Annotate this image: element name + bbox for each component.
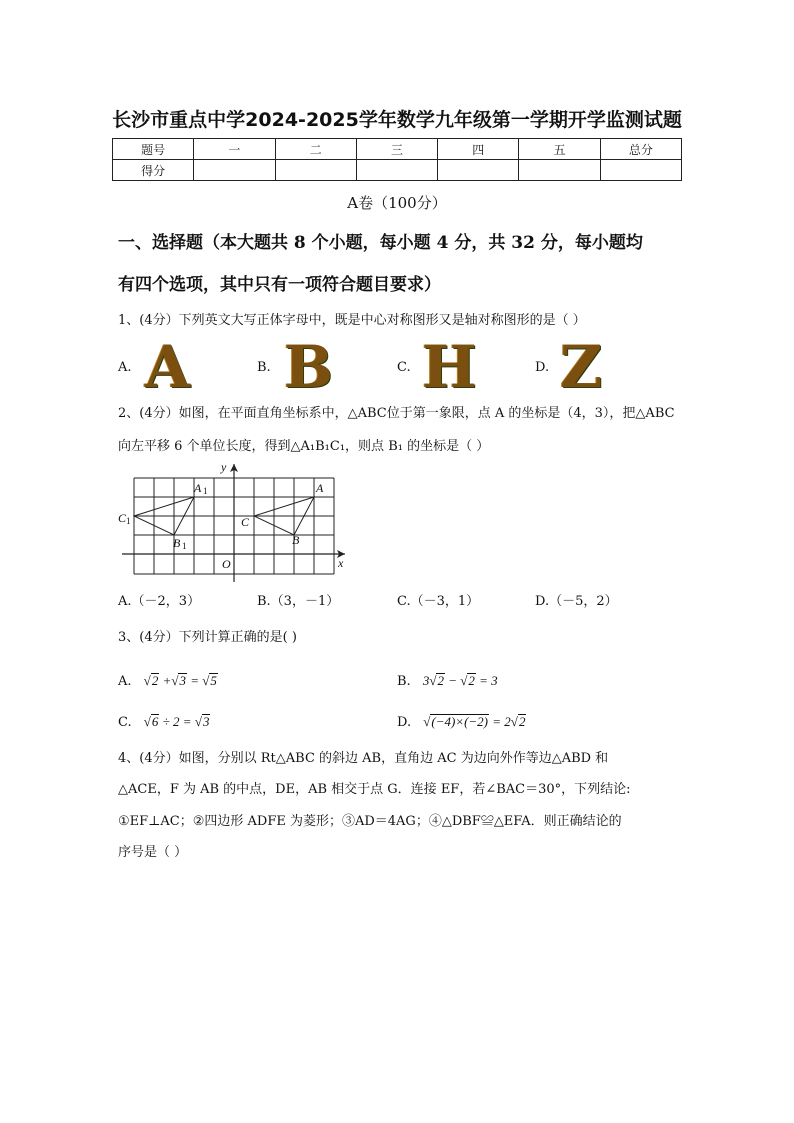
score-table-cell: 总分 <box>600 139 681 160</box>
point-a-label: A <box>316 481 324 495</box>
score-table-row-label: 得分 <box>113 160 194 181</box>
page-title: 长沙市重点中学2024-2025学年数学九年级第一学期开学监测试题 <box>112 109 682 131</box>
score-table-cell: 三 <box>356 139 437 160</box>
operator: = 3 <box>479 673 498 688</box>
score-table-cell: 一 <box>194 139 275 160</box>
q3-option-b-expression: 3√2 − √2 = 3 <box>422 673 498 688</box>
radicand: 3 <box>202 714 210 729</box>
operator: ÷ 2 = <box>162 714 192 729</box>
q1-option-b-label[interactable]: B. <box>257 360 271 375</box>
operator: + <box>162 673 172 688</box>
q4-stem-line1: 4、(4分）如图，分别以 Rt△ABC 的斜边 AB，直角边 AC 为边向外作等边△ABD 和 <box>118 751 609 766</box>
q3-option-a-expression: √2 +√3 = √5 <box>143 673 217 688</box>
score-input-cell[interactable] <box>438 160 519 181</box>
q2-option-a[interactable]: A.（－2，3） <box>118 594 201 609</box>
section-a-title: A卷（100分） <box>347 194 447 212</box>
q2-stem-line1: 2、(4分）如图，在平面直角坐标系中，△ABC位于第一象限，点 A 的坐标是（4，3），把△ABC <box>118 406 675 421</box>
radicand: 2 <box>437 673 444 688</box>
score-input-cell[interactable] <box>275 160 356 181</box>
score-table-cell: 二 <box>275 139 356 160</box>
point-a1-label: A <box>194 481 202 495</box>
section-heading-line1: 一、选择题（本大题共 8 个小题，每小题 4 分，共 32 分，每小题均 <box>118 233 643 253</box>
point-b1-label: B <box>173 536 181 550</box>
q3-option-d-expression: √(−4)×(−2) = 2√2 <box>423 714 526 729</box>
score-input-cell[interactable] <box>194 160 275 181</box>
q3-option-d-label: D. <box>397 715 412 730</box>
coefficient: 3 <box>422 673 430 688</box>
coordinate-figure <box>112 458 362 583</box>
q1-option-c-image: H <box>422 333 477 401</box>
operator: = 2 <box>492 714 511 729</box>
q3-option-a-label: A. <box>118 674 132 689</box>
radicand: 2 <box>468 673 475 688</box>
q3-option-a[interactable] <box>118 673 218 690</box>
radicand: (−4)×(−2) <box>431 714 489 729</box>
score-input-cell[interactable] <box>356 160 437 181</box>
section-heading-line2: 有四个选项，其中只有一项符合题目要求） <box>118 275 441 295</box>
q1-option-a-label[interactable]: A. <box>118 360 132 375</box>
q1-option-a-image: A <box>145 333 191 401</box>
q2-option-b[interactable]: B.（3，－1） <box>257 594 340 609</box>
point-b1-subscript: 1 <box>182 541 187 551</box>
operator: = <box>190 673 200 688</box>
q1-option-c-label[interactable]: C. <box>397 360 411 375</box>
radicand: 3 <box>179 673 186 688</box>
radicand: 2 <box>518 714 526 729</box>
q3-option-c-expression: √6 ÷ 2 = √3 <box>143 714 210 729</box>
q1-stem: 1、(4分）下列英文大写正体字母中，既是中心对称图形又是轴对称图形的是（ ） <box>118 313 586 328</box>
q2-stem-line2: 向左平移 6 个单位长度，得到△A₁B₁C₁，则点 B₁ 的坐标是（ ） <box>118 439 490 454</box>
q1-option-b-image: B <box>284 333 334 401</box>
score-input-cell[interactable] <box>600 160 681 181</box>
radicand: 2 <box>151 673 159 688</box>
x-axis-label: x <box>338 556 344 570</box>
q3-option-b-label: B. <box>397 674 411 689</box>
point-c1-label: C <box>118 511 127 525</box>
radicand: 6 <box>151 714 159 729</box>
score-table-cell: 五 <box>519 139 600 160</box>
point-c1-subscript: 1 <box>126 516 131 526</box>
point-b-label: B <box>292 533 300 547</box>
q1-option-d-label[interactable]: D. <box>535 360 550 375</box>
q4-stem-line2: △ACE，F 为 AB 的中点，DE，AB 相交于点 G．连接 EF，若∠BAC＝30°，下列结论: <box>118 782 631 797</box>
score-table-header-row <box>113 139 682 160</box>
score-table-score-row <box>113 160 682 181</box>
point-a1-subscript: 1 <box>203 486 208 496</box>
score-input-cell[interactable] <box>519 160 600 181</box>
radicand: 5 <box>210 673 217 688</box>
score-table-cell: 四 <box>438 139 519 160</box>
score-table-cell: 题号 <box>113 139 194 160</box>
y-axis-label: y <box>221 460 227 474</box>
origin-label: O <box>222 557 231 571</box>
q3-stem: 3、(4分）下列计算正确的是( ) <box>118 630 297 645</box>
q3-option-c[interactable] <box>118 714 210 731</box>
q2-option-c[interactable]: C.（－3，1） <box>397 594 480 609</box>
point-c-label: C <box>241 515 250 529</box>
operator: − <box>448 673 457 688</box>
q4-stem-line4: 序号是（ ） <box>118 845 188 860</box>
q3-option-b[interactable] <box>397 673 498 690</box>
q3-option-c-label: C. <box>118 715 132 730</box>
q4-stem-line3: ①EF⊥AC；②四边形 ADFE 为菱形；③AD＝4AG；④△DBF≌△EFA．则正确结论的 <box>118 814 622 829</box>
q2-option-d[interactable]: D.（－5，2） <box>535 594 618 609</box>
score-table <box>112 138 682 181</box>
q1-option-d-image: Z <box>560 333 603 401</box>
q3-option-d[interactable] <box>397 714 526 731</box>
